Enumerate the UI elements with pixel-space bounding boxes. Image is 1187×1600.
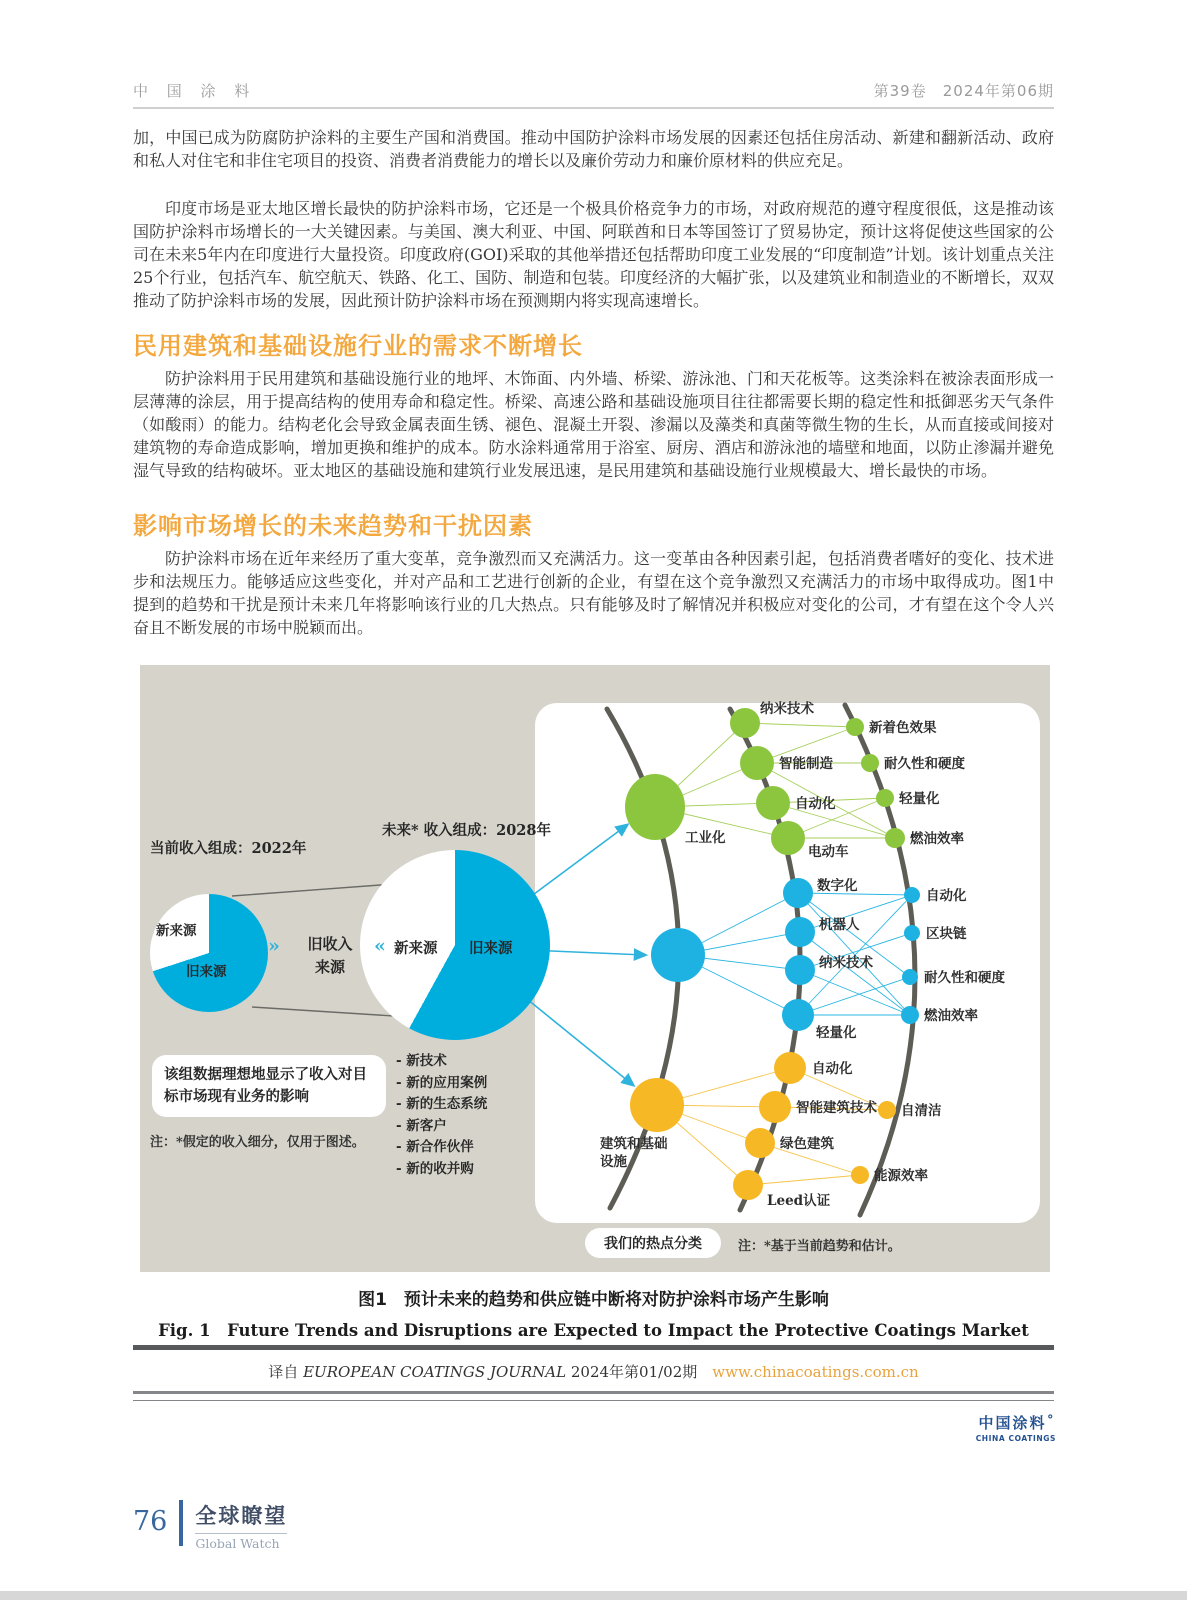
- source-line: [133, 1350, 1054, 1391]
- label-digitalization: 数字化: [817, 878, 858, 894]
- node-green-building: [745, 1128, 775, 1158]
- label-durability-green: 耐久性和硬度: [884, 756, 965, 772]
- list-item: - 新合作伙伴: [396, 1139, 474, 1155]
- list-item: - 新客户: [396, 1117, 447, 1134]
- node-new-color-effects: [846, 718, 864, 736]
- figure-diagram-svg: [140, 665, 1050, 1272]
- label-construction-line2: 设施: [600, 1154, 627, 1170]
- issue-info: 第39卷 2024年第06期: [873, 82, 1054, 100]
- list-item: - 新的收并购: [396, 1160, 474, 1177]
- label-automation-green: 自动化: [795, 796, 836, 812]
- label-green-building: 绿色建筑: [780, 1136, 834, 1152]
- label-automation-yellow: 自动化: [812, 1061, 853, 1077]
- node-smart-building-tech: [759, 1091, 791, 1123]
- source-prefix: 译自: [268, 1363, 304, 1381]
- page-bottom-strip: [0, 1591, 1187, 1600]
- label-lightweight-green: 轻量化: [899, 791, 940, 807]
- label-fuel-efficiency-green: 燃油效率: [910, 831, 964, 847]
- label-leed: Leed认证: [767, 1193, 831, 1209]
- section-heading-1: 民用建筑和基础设施行业的需求不断增长: [133, 332, 583, 360]
- pie2028-old-label: 旧来源: [469, 940, 513, 957]
- page-number: 76: [133, 1506, 168, 1537]
- journal-name: 中 国 涂 料: [133, 82, 257, 100]
- node-digitalization: [783, 878, 813, 908]
- node-construction-hub: [630, 1078, 684, 1132]
- figure-note-left: 注：*假定的收入细分，仅用于图述。: [150, 1135, 365, 1150]
- node-ev: [771, 821, 805, 855]
- source-block: [133, 1345, 1054, 1401]
- figure-note-bottom: 注：*基于当前趋势和估计。: [738, 1239, 901, 1254]
- chevron-left-icon: «: [374, 935, 386, 957]
- node-self-cleaning: [878, 1101, 896, 1119]
- label-new-color-effects: 新着色效果: [869, 720, 937, 736]
- node-durability-blue: [902, 969, 918, 985]
- page-header: [133, 80, 1054, 109]
- figure-1: [140, 665, 1050, 1272]
- paragraph-4: 防护涂料市场在近年来经历了重大变革，竞争激烈而又充满活力。这一变革由各种因素引起，包括消费者嗜好的变化、技术进步和法规压力。能够适应这些变化，并对产品和工艺进行创新的企业，有望在这个竞争激烈又充满活力的市场中取得成功。图1中提到的趋势和干扰是预计未来几年将影响该行业的几大热点。只有能够及时了解情况并积极应对变化的公司，才有望在这个令人兴奋且不断发展的市场中脱颖而出。: [133, 549, 1054, 637]
- node-digital-hub: [651, 928, 705, 982]
- label-automation-blue: 自动化: [926, 888, 967, 904]
- label-self-cleaning: 自清洁: [901, 1103, 942, 1119]
- pie2022-old-label: 旧来源: [186, 964, 227, 980]
- label-industrialization: 工业化: [685, 830, 726, 846]
- logo-zh: 中国涂料˚: [978, 1414, 1056, 1432]
- pie2022-new-label: 新来源: [156, 923, 197, 939]
- section-name-zh: 全球瞭望: [195, 1504, 288, 1528]
- label-robotics: 机器人: [819, 917, 860, 933]
- label-nanotech-green: 纳米技术: [760, 701, 814, 717]
- label-smart-building-tech: 智能建筑技术: [796, 1100, 877, 1116]
- old-revenue-line1: 旧收入: [307, 935, 353, 953]
- new-sources-list: [396, 1051, 487, 1180]
- pie-title-2028: 未来* 收入组成：2028年: [382, 822, 551, 839]
- node-energy-efficiency: [851, 1166, 869, 1184]
- list-item: - 新的应用案例: [396, 1074, 488, 1091]
- source-issue: 2024年第01/02期: [566, 1363, 713, 1381]
- figure-info-box: 该组数据理想地显示了收入对目标市场现有业务的影响: [152, 1055, 386, 1117]
- figure-caption: [133, 1285, 1054, 1341]
- label-fuel-efficiency-blue: 燃油效率: [924, 1008, 978, 1024]
- label-durability-blue: 耐久性和硬度: [924, 970, 1005, 986]
- node-industrialization-hub: [625, 774, 685, 840]
- node-nanotech-green: [730, 708, 760, 738]
- section-heading-2: 影响市场增长的未来趋势和干扰因素: [133, 512, 533, 540]
- label-energy-efficiency: 能源效率: [874, 1168, 928, 1184]
- node-automation-yellow: [774, 1052, 806, 1084]
- label-lightweight-blue: 轻量化: [816, 1025, 857, 1041]
- node-durability-green: [861, 754, 879, 772]
- label-ev: 电动车: [808, 844, 849, 860]
- node-automation-blue: [904, 887, 920, 903]
- label-construction-line1: 建筑和基础: [600, 1136, 668, 1152]
- paragraph-1: 加，中国已成为防腐防护涂料的主要生产国和消费国。推动中国防护涂料市场发展的因素还包括住房活动、新建和翻新活动、政府和私人对住宅和非住宅项目的投资、消费者消费能力的增长以及廉价劳动力和廉价原材料的供应充足。: [133, 128, 1054, 170]
- logo-en: CHINA COATINGS: [975, 1434, 1056, 1443]
- node-smart-manufacturing: [740, 746, 774, 780]
- page-footer: [133, 1500, 287, 1551]
- pie2028-new-label: 新来源: [394, 940, 438, 957]
- china-coatings-logo: [960, 1412, 1056, 1443]
- caption-zh: 图1 预计未来的趋势和供应链中断将对防护涂料市场产生影响: [358, 1290, 829, 1310]
- paragraph-2: 印度市场是亚太地区增长最快的防护涂料市场，它还是一个极具价格竞争力的市场，对政府规范的遵守程度很低，这是推动该国防护涂料市场增长的一大关键因素。与美国、澳大利亚、中国、阿联酋和日本等国签订了贸易协定，预计这将促使这些国家的公司在未来5年内在印度进行大量投资。印度政府(GOI)采取的其他举措还包括帮助印度工业发展的“印度制造”计划。该计划重点关注25个行业，包括汽车、航空航天、铁路、化工、国防、制造和包装。印度经济的大幅扩张，以及建筑业和制造业的不断增长，双双推动了防护涂料市场的发展，因此预计防护涂料市场在预测期内将实现高速增长。: [133, 199, 1054, 310]
- node-robotics: [785, 917, 815, 947]
- node-fuel-efficiency-blue: [901, 1006, 919, 1024]
- label-blockchain: 区块链: [926, 926, 967, 942]
- pie-chart-2028: [360, 850, 550, 1040]
- paragraph-3: 防护涂料用于民用建筑和基础设施行业的地坪、木饰面、内外墙、桥梁、游泳池、门和天花板等。这类涂料在被涂表面形成一层薄薄的涂层，用于提高结构的使用寿命和稳定性。桥梁、高速公路和基础设施项目往往都需要长期的稳定性和抵御恶劣天气条件（如酸雨）的能力。结构老化会导致金属表面生锈、褪色、混凝土开裂、渗漏以及藻类和真菌等微生物的生长，从而直接或间接对建筑物的寿命造成影响，增加更换和维护的成本。防水涂料通常用于浴室、厨房、酒店和游泳池的墙壁和地面，以防止渗漏并避免湿气导致的结构破坏。亚太地区的基础设施和建筑行业发展迅速，是民用建筑和基础设施行业规模最大、增长最快的市场。: [133, 369, 1054, 480]
- footer-divider: [179, 1500, 183, 1546]
- label-nanotech-blue: 纳米技术: [819, 955, 873, 971]
- rule-double: [133, 1391, 1054, 1401]
- node-leed: [733, 1170, 763, 1200]
- caption-en: Fig. 1 Future Trends and Disruptions are Expected to Impact the Protective Coatings Market: [158, 1321, 1029, 1340]
- node-nanotech-blue: [785, 955, 815, 985]
- chevron-right-icon: »: [268, 935, 280, 957]
- pie-title-2022: 当前收入组成：2022年: [150, 840, 307, 857]
- hotspot-category-pill: 我们的热点分类: [585, 1228, 721, 1258]
- list-item: - 新的生态系统: [396, 1096, 488, 1112]
- list-item: - 新技术: [396, 1053, 447, 1069]
- node-blockchain: [904, 925, 920, 941]
- section-name-en: Global Watch: [195, 1533, 287, 1551]
- pie-chart-2022: [150, 894, 268, 1012]
- node-lightweight-blue: [782, 999, 814, 1031]
- old-revenue-line2: 来源: [314, 958, 345, 976]
- source-journal: EUROPEAN COATINGS JOURNAL: [303, 1363, 567, 1381]
- node-lightweight-green: [876, 789, 894, 807]
- node-automation-green: [756, 786, 790, 820]
- label-smart-manufacturing: 智能制造: [779, 756, 833, 772]
- source-url-link[interactable]: www.chinacoatings.com.cn: [712, 1363, 919, 1381]
- old-revenue-source-label: [295, 933, 365, 979]
- node-fuel-efficiency-green: [885, 828, 905, 848]
